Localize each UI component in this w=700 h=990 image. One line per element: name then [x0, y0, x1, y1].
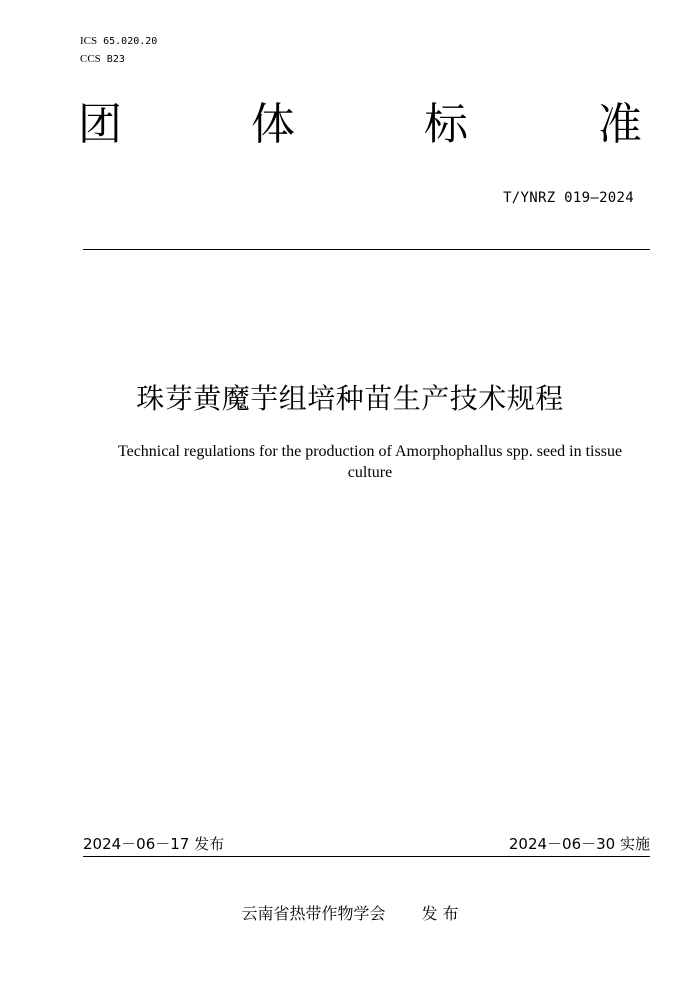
ccs-value: B23	[106, 54, 125, 65]
release-date: 2024－06－17 发布	[83, 835, 225, 853]
ics-label: ICS	[80, 35, 98, 47]
standard-type-char-1: 团	[78, 99, 122, 150]
standard-type-char-4: 准	[598, 99, 642, 150]
publisher-action: 发 布	[421, 904, 459, 923]
ics-line	[80, 34, 157, 49]
implementation-date: 2024－06－30 实施	[508, 835, 650, 853]
standard-number: T/YNRZ 019—2024	[503, 190, 634, 206]
standard-type-char-2: 体	[251, 99, 295, 150]
document-title-chinese: 珠芽黄魔芋组培种苗生产技术规程	[136, 382, 564, 415]
ccs-line	[80, 52, 125, 67]
standard-type-char-3: 标	[424, 99, 468, 150]
footer-divider	[83, 856, 650, 857]
document-title-english: Technical regulations for the production of Amorphophallus spp. seed in tissue culture	[117, 443, 623, 481]
ccs-label: CCS	[80, 53, 101, 65]
publisher-name: 云南省热带作物学会	[241, 904, 386, 923]
publisher-line	[0, 903, 700, 925]
header-divider	[83, 249, 650, 250]
ics-value: 65.020.20	[103, 36, 158, 47]
